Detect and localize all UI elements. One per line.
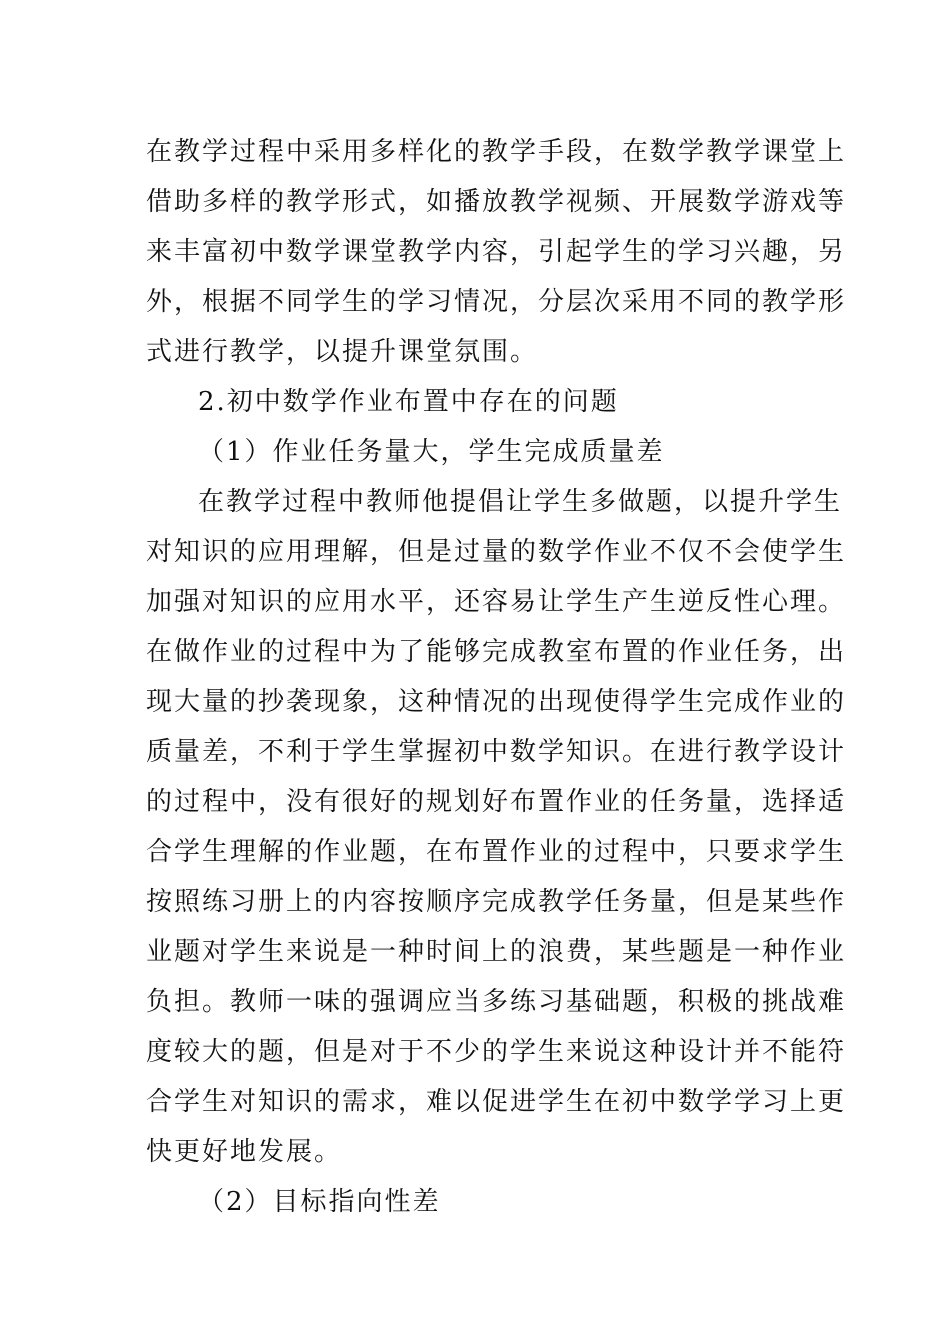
subsection-heading: （1）作业任务量大，学生完成质量差 [198, 437, 665, 467]
text-line: 对知识的应用理解，但是过量的数学作业不仅不会使学生 [146, 537, 847, 567]
text-line: 合学生对知识的需求，难以促进学生在初中数学学习上更 [146, 1087, 847, 1117]
text-line: 快更好地发展。 [146, 1137, 343, 1167]
text-line: 按照练习册上的内容按顺序完成教学任务量，但是某些作 [146, 887, 847, 917]
section-heading: 2.初中数学作业布置中存在的问题 [198, 387, 619, 417]
text-line: 式进行教学，以提升课堂氛围。 [146, 337, 539, 367]
text-line: 外，根据不同学生的学习情况，分层次采用不同的教学形 [146, 287, 847, 317]
subsection-heading: （2）目标指向性差 [198, 1187, 441, 1217]
text-line: 合学生理解的作业题，在布置作业的过程中，只要求学生 [146, 837, 847, 867]
text-line: 现大量的抄袭现象，这种情况的出现使得学生完成作业的 [146, 687, 847, 717]
text-line: 质量差，不利于学生掌握初中数学知识。在进行教学设计 [146, 737, 847, 767]
text-line: 来丰富初中数学课堂教学内容，引起学生的学习兴趣，另 [146, 237, 847, 267]
text-line: 借助多样的教学形式，如播放教学视频、开展数学游戏等 [146, 187, 847, 217]
text-line: 在教学过程中采用多样化的教学手段，在数学教学课堂上 [146, 137, 847, 167]
text-line: 度较大的题，但是对于不少的学生来说这种设计并不能符 [146, 1037, 847, 1067]
text-line: 的过程中，没有很好的规划好布置作业的任务量，选择适 [146, 787, 847, 817]
text-line: 负担。教师一味的强调应当多练习基础题，积极的挑战难 [146, 987, 847, 1017]
text-line: 业题对学生来说是一种时间上的浪费，某些题是一种作业 [146, 937, 847, 967]
text-line: 加强对知识的应用水平，还容易让学生产生逆反性心理。 [146, 587, 847, 617]
text-line: 在做作业的过程中为了能够完成教室布置的作业任务，出 [146, 637, 847, 667]
text-line: 在教学过程中教师他提倡让学生多做题，以提升学生 [198, 487, 843, 517]
